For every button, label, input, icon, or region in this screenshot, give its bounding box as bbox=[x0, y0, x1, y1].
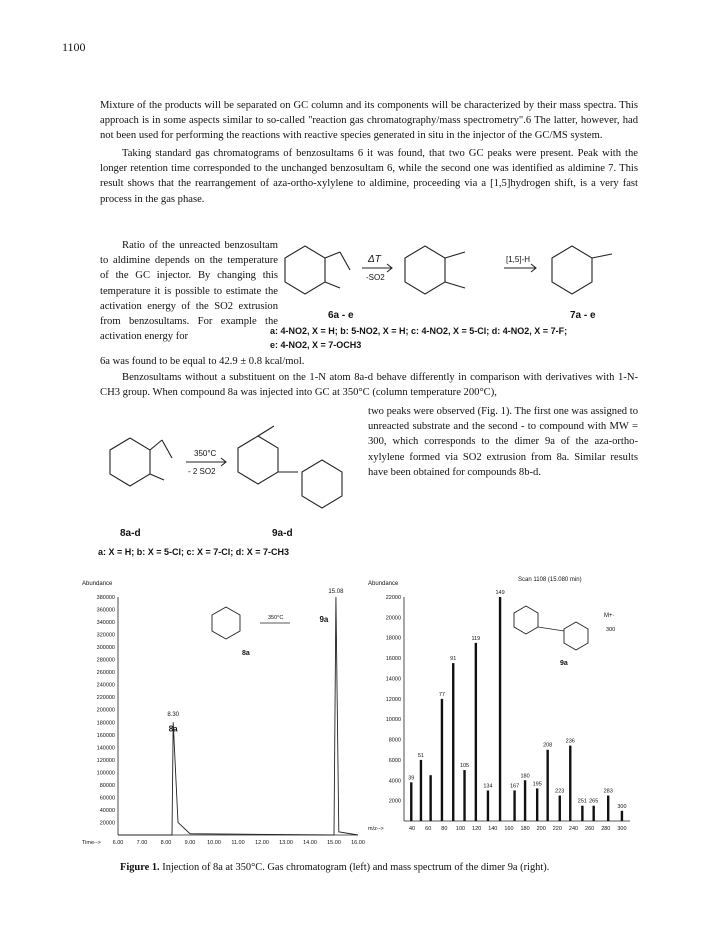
ms-bar-label: 195 bbox=[532, 781, 542, 788]
gc-inset-ring bbox=[212, 607, 240, 639]
ms-x-tick: 60 bbox=[425, 826, 432, 832]
ms-bar-label: 300 bbox=[617, 803, 627, 810]
ms-bar-label: 251 bbox=[577, 798, 587, 805]
ms-bar-label: 223 bbox=[555, 788, 565, 795]
caption-text: Injection of 8a at 350°C. Gas chromatogram (left) and mass spectrum of the dimer 9a (right). bbox=[159, 862, 550, 873]
scheme1-label-right: 7a - e bbox=[570, 310, 596, 321]
gc-x-tick: 13.00 bbox=[279, 840, 293, 846]
benzene-ring-1 bbox=[285, 246, 325, 294]
gc-x-tick: 10.00 bbox=[207, 840, 221, 846]
ms-bar-label: 134 bbox=[483, 783, 493, 790]
ms-mol-label: 9a bbox=[560, 660, 568, 667]
ms-bar-label: 119 bbox=[471, 635, 481, 642]
scheme1-legend-1: a: 4-NO2, X = H; b: 5-NO2, X = H; c: 4-NO2, X = 5-Cl; d: 4-NO2, X = 7-F; bbox=[270, 326, 568, 336]
ms-y-tick: 12000 bbox=[385, 696, 401, 703]
ms-inset-bond bbox=[538, 627, 564, 631]
ms-bar-label: 149 bbox=[495, 590, 505, 596]
gc-y-tick: 340000 bbox=[96, 620, 115, 627]
gc-y-tick: 160000 bbox=[96, 732, 115, 739]
ms-bar-label: 167 bbox=[509, 783, 520, 790]
ms-x-tick: 120 bbox=[472, 826, 482, 832]
ms-mz-label: m/z--> bbox=[368, 826, 384, 832]
scheme1-reagent-bottom: -SO2 bbox=[366, 273, 385, 282]
gc-y-tick: 100000 bbox=[96, 770, 115, 777]
ms-x-tick: 100 bbox=[455, 826, 466, 832]
ms-y-tick: 16000 bbox=[385, 656, 401, 663]
scheme-2 bbox=[98, 410, 366, 560]
ms-inset-ring-1 bbox=[514, 606, 538, 634]
ms-bar-label: 283 bbox=[603, 788, 613, 795]
gc-y-tick: 220000 bbox=[96, 695, 115, 702]
ms-y-tick: 18000 bbox=[385, 635, 401, 642]
gc-x-tick: 15.00 bbox=[327, 840, 341, 846]
ms-x-tick: 180 bbox=[520, 826, 530, 832]
ms-bar-label: 77 bbox=[438, 691, 445, 698]
gc-x-tick: 14.00 bbox=[303, 840, 317, 846]
ms-x-tick: 220 bbox=[552, 826, 562, 832]
ms-x-tick: 240 bbox=[568, 826, 579, 832]
gc-trace bbox=[118, 597, 358, 835]
benzene-ring-2 bbox=[405, 246, 445, 294]
gc-y-tick: 120000 bbox=[96, 757, 115, 764]
ms-x-tick: 280 bbox=[601, 826, 611, 832]
scheme2-label-right: 9a-d bbox=[272, 528, 293, 539]
scheme1-shift: [1,5]-H bbox=[506, 255, 531, 264]
paragraph-2: Taking standard gas chromatograms of benzosultams 6 it was found, that two GC peaks were present. Peak with the longer retention time corresponded to the unchanged benzosultam 6, while the second one was identified as aldimine 7. This result shows that the rearrangement of aza-ortho-xylylene to aldimine, proceeding via a [1,5]hydrogen shift, is a very fast process in the gas phase. bbox=[100, 148, 638, 205]
gc-time-label: Time--> bbox=[82, 840, 101, 846]
ms-x-tick: 160 bbox=[504, 826, 514, 832]
ms-inset-ring-2 bbox=[564, 622, 588, 650]
gc-y-tick: 240000 bbox=[96, 682, 115, 689]
ms-bar-label: 51 bbox=[417, 752, 425, 759]
ms-bar-label: 236 bbox=[565, 738, 575, 745]
gc-peak2-time: 15.08 bbox=[328, 589, 344, 595]
gc-ylabel: Abundance bbox=[82, 581, 113, 587]
caption-prefix: Figure 1. bbox=[120, 862, 160, 873]
ms-x-tick: 260 bbox=[585, 826, 595, 832]
ms-y-tick: 8000 bbox=[388, 737, 401, 744]
paragraph-5: two peaks were observed (Fig. 1). The first one was assigned to unreacted substrate and the second - to compound with MW = 300, which corresponds to the dimer 9a of the aza-ortho-xylylene formed via SO2 extrusion from 8a. Similar results have been obtained for compounds 8b-d. bbox=[368, 406, 638, 478]
gc-y-tick: 380000 bbox=[96, 595, 115, 601]
ms-bar-label: 208 bbox=[543, 742, 553, 749]
ms-y-tick: 22000 bbox=[385, 595, 401, 601]
benzene-ring-3 bbox=[552, 246, 592, 294]
gc-y-tick: 140000 bbox=[96, 745, 115, 752]
ms-ion-label: M+· bbox=[604, 613, 615, 619]
ms-y-tick: 4000 bbox=[388, 778, 401, 785]
gc-peak1-time: 8.30 bbox=[167, 712, 180, 718]
gc-chromatogram bbox=[82, 575, 366, 855]
gc-y-tick: 180000 bbox=[96, 720, 115, 727]
scheme1-label-left: 6a - e bbox=[328, 310, 354, 321]
paragraph-3-narrow: Ratio of the unreacted benzosultam to aldimine depends on the temperature of the GC injector. By changing this temperature it is possible to estimate the activation energy of the SO2 extrusion from benzosultams. For example the activation energy for bbox=[100, 240, 278, 343]
ms-y-tick: 2000 bbox=[388, 798, 401, 805]
gc-x-tick: 12.00 bbox=[255, 840, 269, 846]
scheme2-legend: a: X = H; b: X = 5-Cl; c: X = 7-Cl; d: X = 7-CH3 bbox=[98, 547, 290, 557]
ms-y-tick: 6000 bbox=[388, 757, 401, 764]
gc-y-tick: 260000 bbox=[96, 670, 115, 677]
gc-inset-reagent: 350°C bbox=[268, 615, 284, 621]
ms-x-tick: 200 bbox=[536, 826, 546, 832]
scheme2-label-left: 8a-d bbox=[120, 528, 141, 539]
gc-y-tick: 300000 bbox=[96, 645, 115, 652]
ms-y-tick: 20000 bbox=[385, 615, 401, 622]
gc-peak2-label: 9a bbox=[319, 615, 329, 625]
mass-spectrum bbox=[368, 575, 638, 855]
scheme2-reagent-bottom: - 2 SO2 bbox=[188, 467, 216, 476]
gc-x-tick: 16.00 bbox=[351, 840, 365, 846]
gc-x-tick: 8.00 bbox=[160, 840, 172, 846]
ms-scan-title: Scan 1108 (15.080 min) bbox=[518, 577, 582, 583]
scheme2-reagent-top: 350°C bbox=[194, 449, 217, 458]
gc-y-tick: 200000 bbox=[96, 707, 115, 714]
ms-x-tick: 80 bbox=[441, 826, 448, 832]
gc-x-tick: 9.00 bbox=[184, 840, 196, 846]
gc-y-tick: 320000 bbox=[96, 632, 115, 639]
ms-bar-label: 180 bbox=[520, 773, 530, 780]
gc-y-tick: 360000 bbox=[96, 607, 115, 614]
scheme1-reagent-top: ΔT bbox=[368, 254, 381, 265]
ms-x-tick: 40 bbox=[409, 826, 416, 832]
ms-y-tick: 14000 bbox=[385, 676, 401, 683]
ms-x-tick: 300 bbox=[617, 826, 627, 832]
gc-y-tick: 280000 bbox=[96, 657, 115, 664]
ms-y-tick: 10000 bbox=[385, 717, 401, 724]
paragraph-4: Benzosultams without a substituent on the 1-N atom 8a-d behave differently in comparison with derivatives with 1-N-CH3 group. When compound 8a was injected into GC at 350°C (column temperature 200°C), bbox=[100, 372, 638, 399]
gc-y-tick: 40000 bbox=[99, 807, 115, 814]
gc-inset-label: 8a bbox=[242, 650, 250, 657]
ms-bar-label: 91 bbox=[450, 656, 457, 663]
ms-x-tick: 140 bbox=[488, 826, 498, 832]
ms-bar-label: 265 bbox=[589, 798, 599, 805]
ms-ion-mz: 300 bbox=[606, 627, 616, 633]
gc-y-tick: 80000 bbox=[99, 782, 115, 789]
gc-y-tick: 60000 bbox=[99, 795, 115, 802]
gc-peak1-label: 8a bbox=[168, 724, 178, 734]
gc-x-tick: 11.00 bbox=[231, 840, 245, 846]
page-number: 1100 bbox=[62, 40, 86, 54]
gc-x-tick: 6.00 bbox=[112, 840, 124, 846]
paragraph-3-tail: 6a was found to be equal to 42.9 ± 0.8 kcal/mol. bbox=[100, 356, 305, 367]
scheme1-legend-2: e: 4-NO2, X = 7-OCH3 bbox=[270, 340, 362, 350]
paragraph-1: Mixture of the products will be separated on GC column and its components will be characterized by their mass spectra. This approach is in some aspects similar to so-called "reaction gas chromatography/mass spectrometry".6 The latter, however, had not been used for performing the reactions with reactive species generated in situ in the injector of the GC/MS system. bbox=[100, 100, 638, 142]
scheme-1 bbox=[270, 238, 640, 350]
ms-bar-label: 39 bbox=[408, 775, 415, 782]
ms-ylabel: Abundance bbox=[368, 581, 399, 587]
gc-y-tick: 20000 bbox=[99, 820, 115, 827]
ms-bar-label: 105 bbox=[459, 763, 470, 770]
figure-caption bbox=[120, 862, 549, 873]
gc-x-tick: 7.00 bbox=[136, 840, 148, 846]
